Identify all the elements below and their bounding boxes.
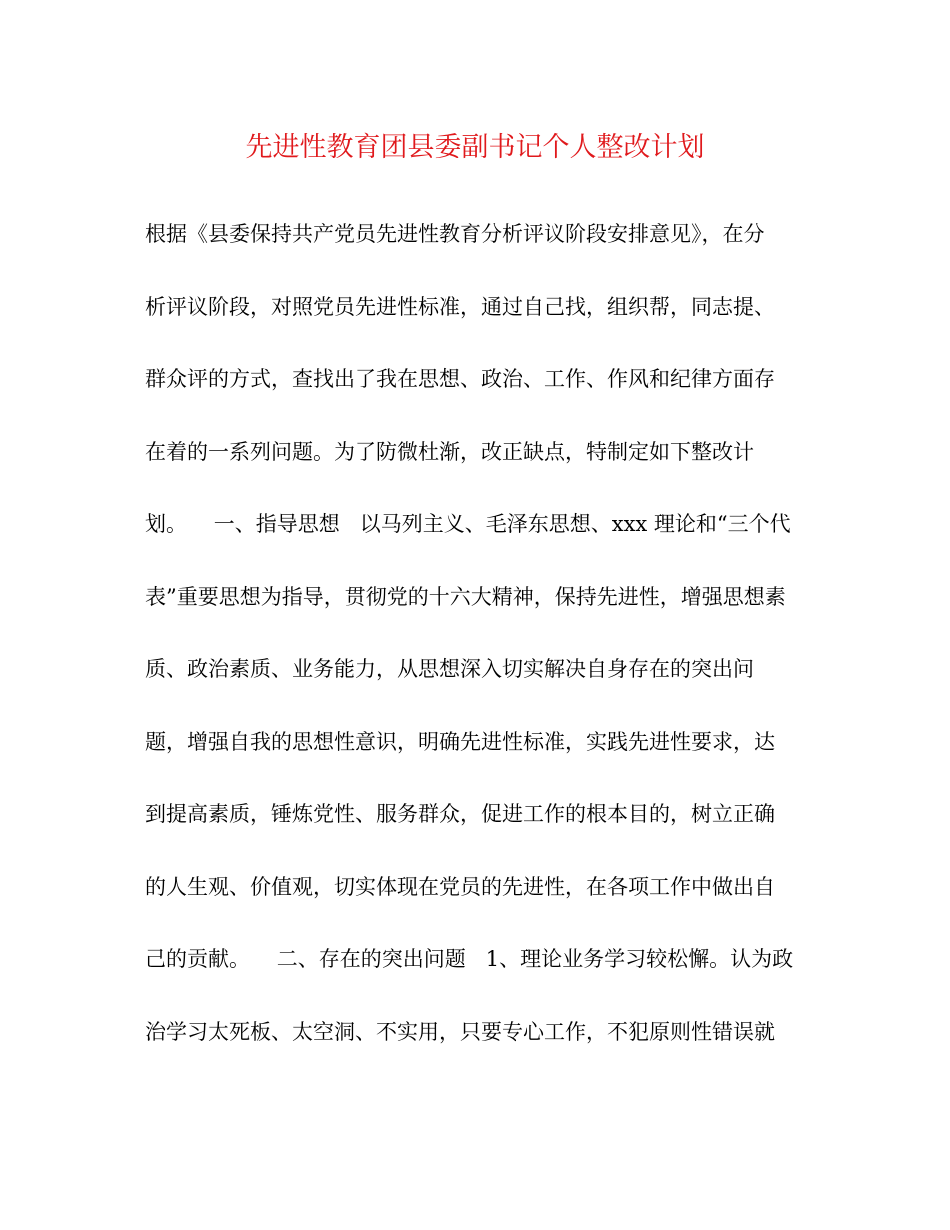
body-line: 根据《县委保持共产党员先进性教育分析评议阶段安排意见》，在分 — [145, 222, 765, 246]
body-line: 治学习太死板、太空洞、不实用，只要专心工作，不犯原则性错误就 — [145, 1019, 775, 1044]
body-line: 己的贡献。 二、存在的突出问题 1、理论业务学习较松懈。认为政 — [145, 947, 794, 971]
document-body — [145, 214, 815, 1084]
body-line: 题，增强自我的思想性意识，明确先进性标准，实践先进性要求，达 — [145, 729, 775, 754]
body-line: 群众评的方式，查找出了我在思想、政治、工作、作风和纪律方面存 — [145, 367, 775, 391]
body-line: 划。 一、指导思想 以马列主义、毛泽东思想、xxx 理论和“三个代 — [145, 512, 791, 536]
body-line: 析评议阶段，对照党员先进性标准，通过自己找，组织帮，同志提、 — [145, 294, 775, 319]
body-line: 质、政治素质、业务能力，从思想深入切实解决自身存在的突出问 — [145, 657, 754, 681]
body-line: 表”重要思想为指导，贯彻党的十六大精神，保持先进性，增强思想素 — [145, 584, 786, 609]
document-title: 先进性教育团县委副书记个人整改计划 — [245, 132, 705, 163]
body-line: 的人生观、价值观，切实体现在党员的先进性，在各项工作中做出自 — [145, 874, 775, 899]
body-line: 到提高素质，锤炼党性、服务群众，促进工作的根本目的，树立正确 — [145, 802, 775, 826]
body-line: 在着的一系列问题。为了防微杜渐，改正缺点，特制定如下整改计 — [145, 439, 754, 464]
